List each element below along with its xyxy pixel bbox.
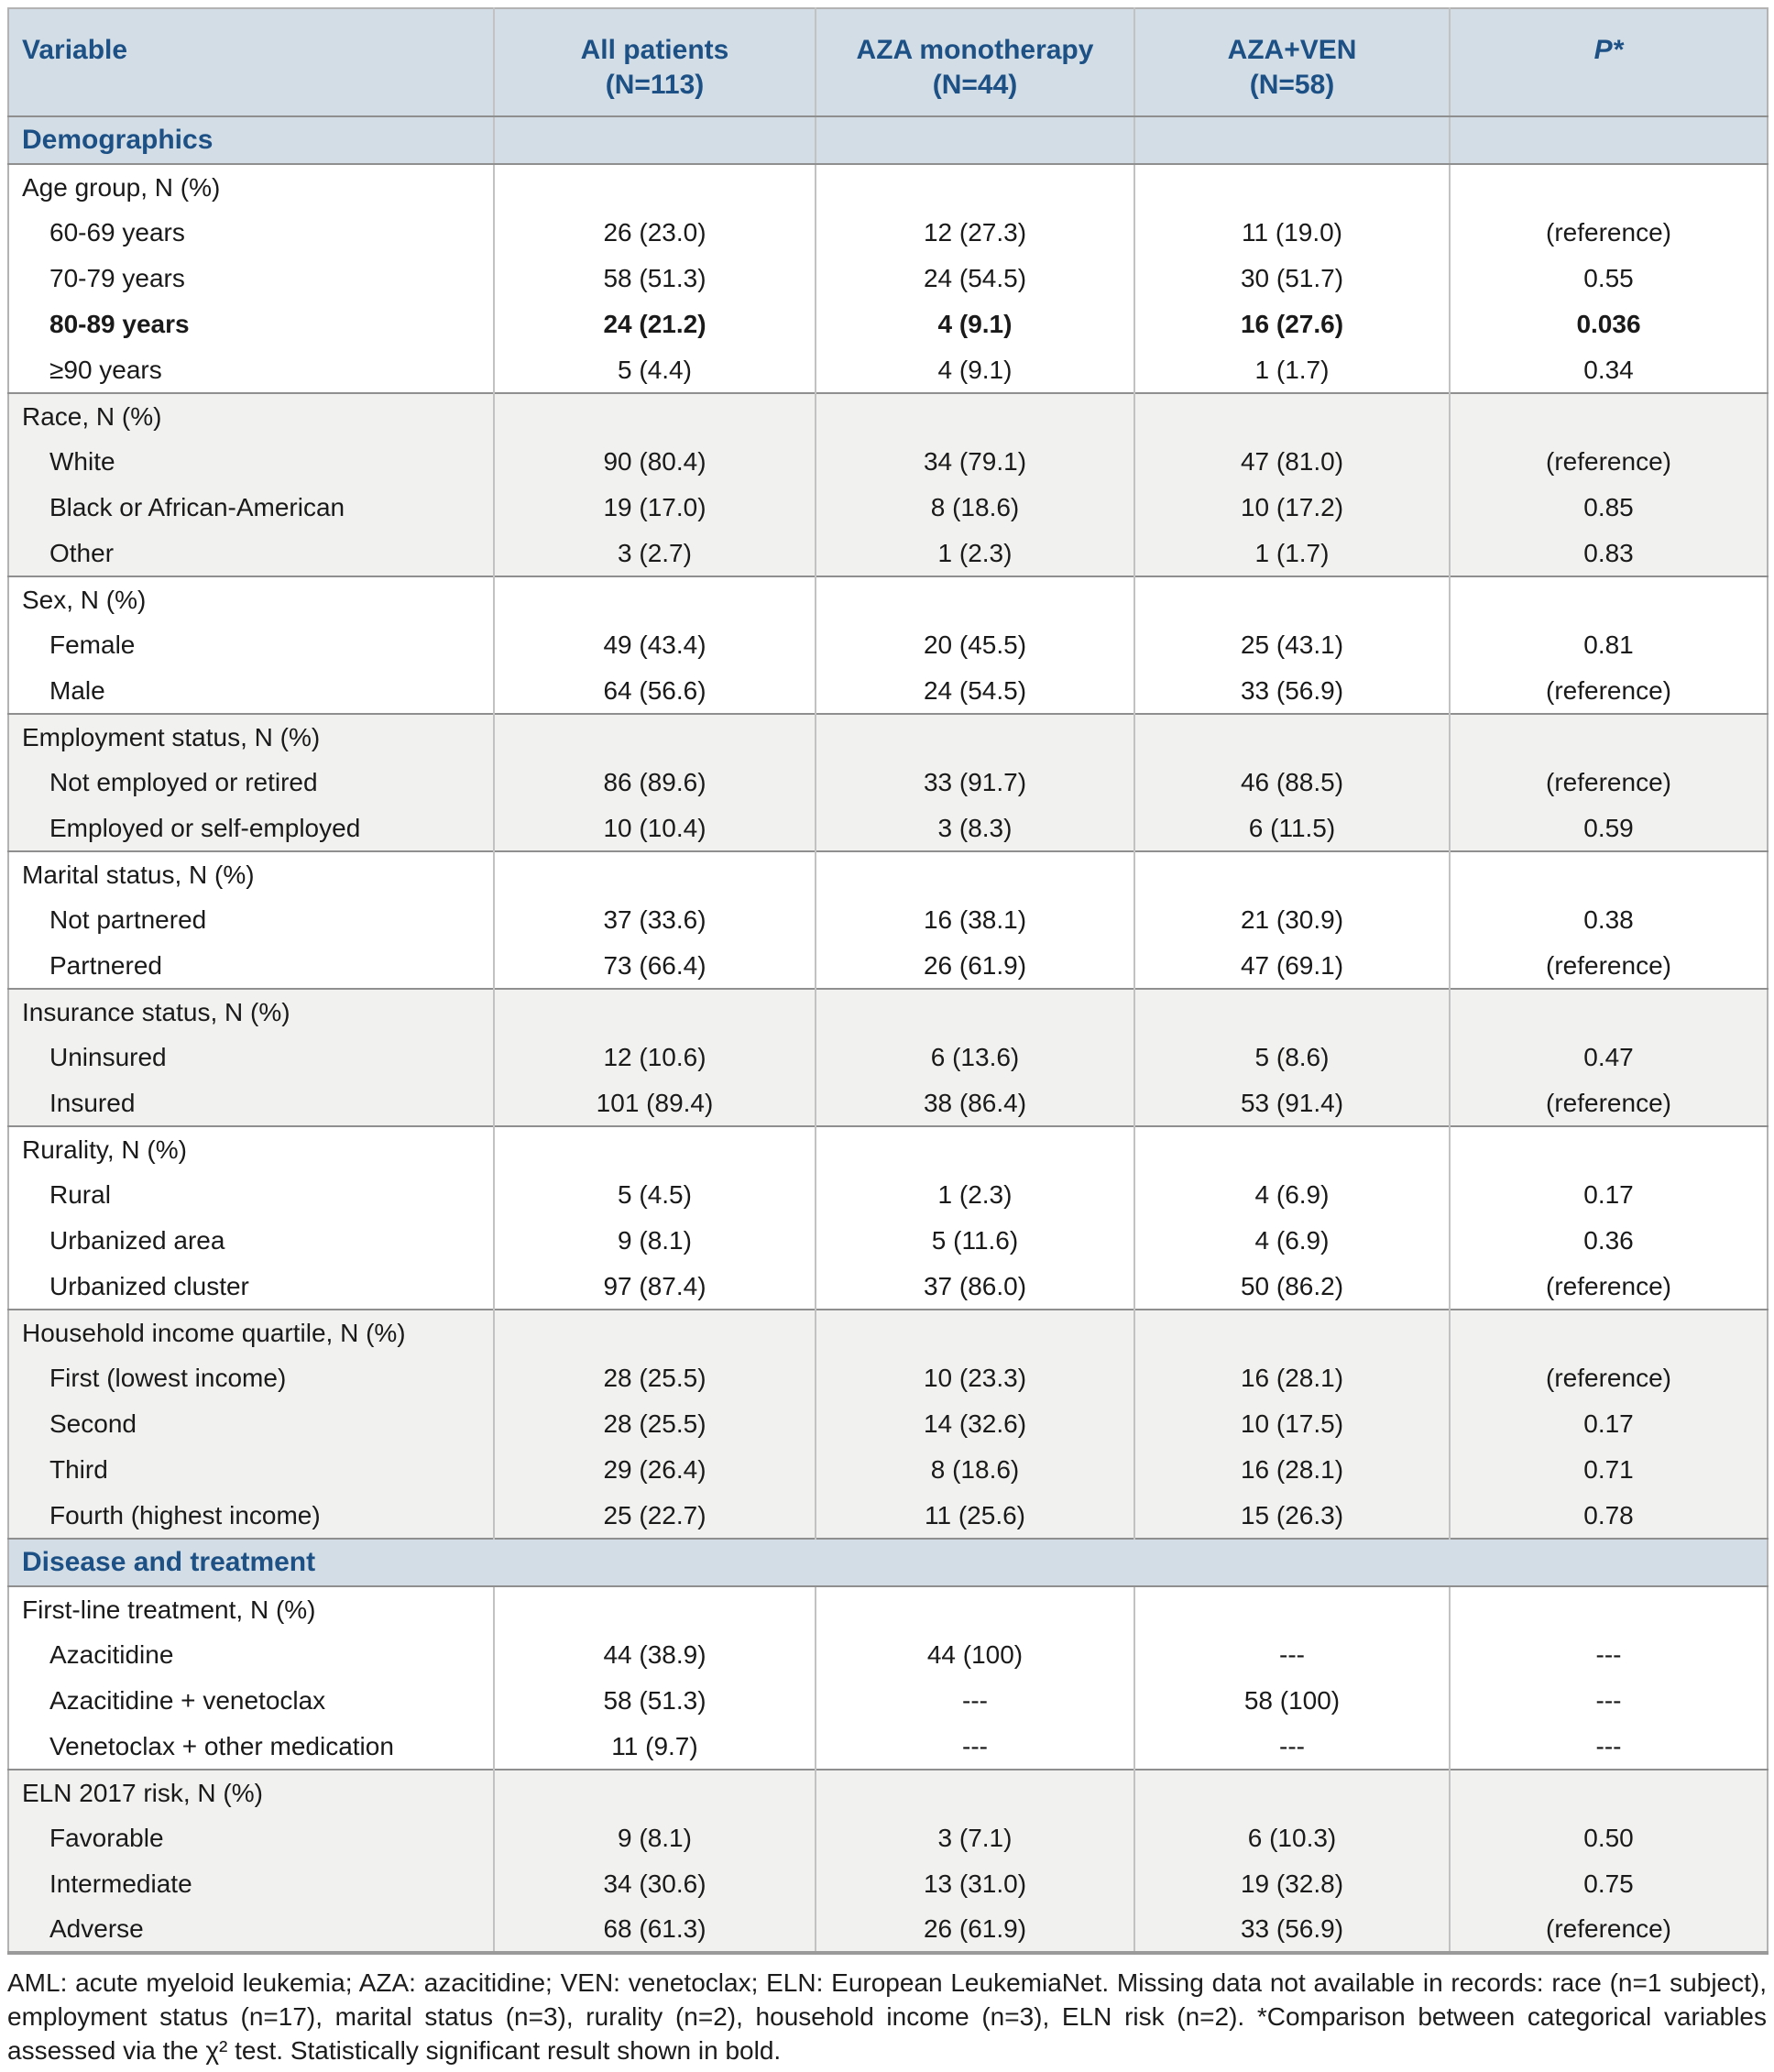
table-row bbox=[8, 1355, 1768, 1401]
empty-cell bbox=[1450, 1586, 1768, 1632]
cell-value: 0.17 bbox=[1450, 1401, 1768, 1447]
cell-value: 58 (100) bbox=[1134, 1678, 1450, 1724]
empty-cell bbox=[816, 1586, 1134, 1632]
cell-value: 34 (30.6) bbox=[494, 1861, 816, 1907]
empty-cell bbox=[494, 393, 816, 439]
table-row bbox=[8, 1218, 1768, 1264]
cell-value: 16 (27.6) bbox=[1134, 301, 1450, 347]
section-band-cell bbox=[494, 116, 816, 164]
empty-cell bbox=[1134, 1770, 1450, 1815]
cell-value: 0.83 bbox=[1450, 531, 1768, 576]
row-label: White bbox=[8, 439, 494, 485]
cell-value: 0.34 bbox=[1450, 347, 1768, 393]
cell-value: 1 (1.7) bbox=[1134, 531, 1450, 576]
empty-cell bbox=[1450, 714, 1768, 760]
variable-group-row bbox=[8, 393, 1768, 439]
table-row bbox=[8, 1632, 1768, 1678]
empty-cell bbox=[494, 714, 816, 760]
empty-cell bbox=[1450, 1770, 1768, 1815]
cell-value: --- bbox=[1134, 1724, 1450, 1770]
cell-value: 0.36 bbox=[1450, 1218, 1768, 1264]
column-header-label: All patients bbox=[580, 35, 729, 65]
cell-value: 13 (31.0) bbox=[816, 1861, 1134, 1907]
empty-cell bbox=[1134, 989, 1450, 1035]
variable-group-row bbox=[8, 164, 1768, 210]
column-header-variable bbox=[8, 8, 494, 116]
row-label: 60-69 years bbox=[8, 210, 494, 256]
empty-cell bbox=[494, 164, 816, 210]
table-row bbox=[8, 1724, 1768, 1770]
variable-group-label: First-line treatment, N (%) bbox=[8, 1586, 494, 1632]
cell-value: 29 (26.4) bbox=[494, 1447, 816, 1493]
cell-value: 26 (23.0) bbox=[494, 210, 816, 256]
section-band-row bbox=[8, 116, 1768, 164]
section-band-cell bbox=[1134, 116, 1450, 164]
column-header-p-value bbox=[1450, 8, 1768, 116]
row-label: Second bbox=[8, 1401, 494, 1447]
cell-value: 0.47 bbox=[1450, 1035, 1768, 1080]
empty-cell bbox=[1134, 1310, 1450, 1355]
table-footnote: AML: acute myeloid leukemia; AZA: azacitidine; VEN: venetoclax; ELN: European LeukemiaNet. Missing data not available in records: race (n=1 subject), employment status (n=17), marital status (n=3), rurality (n=2), household income (n=3), ELN risk (n=2). *Comparison between categorical variables assessed via the χ² test. Statistically significant result shown in bold. bbox=[7, 1968, 1767, 2065]
cell-value: 33 (91.7) bbox=[816, 760, 1134, 806]
cell-value: 47 (69.1) bbox=[1134, 943, 1450, 989]
cell-value: (reference) bbox=[1450, 1355, 1768, 1401]
variable-group-row bbox=[8, 1126, 1768, 1172]
cell-value: 26 (61.9) bbox=[816, 943, 1134, 989]
variable-group-label: Race, N (%) bbox=[8, 393, 494, 439]
table-row bbox=[8, 1447, 1768, 1493]
table-row bbox=[8, 1907, 1768, 1953]
column-header-all-patients bbox=[494, 8, 816, 116]
empty-cell bbox=[1450, 393, 1768, 439]
cell-value: 46 (88.5) bbox=[1134, 760, 1450, 806]
variable-group-row bbox=[8, 989, 1768, 1035]
row-label: Employed or self-employed bbox=[8, 806, 494, 851]
cell-value: (reference) bbox=[1450, 439, 1768, 485]
row-label: Azacitidine + venetoclax bbox=[8, 1678, 494, 1724]
empty-cell bbox=[494, 1770, 816, 1815]
cell-value: 37 (33.6) bbox=[494, 897, 816, 943]
row-label: 70-79 years bbox=[8, 256, 494, 301]
row-label: Not employed or retired bbox=[8, 760, 494, 806]
table-row bbox=[8, 668, 1768, 714]
column-header-aza-ven bbox=[1134, 8, 1450, 116]
variable-group-row bbox=[8, 714, 1768, 760]
row-label: Partnered bbox=[8, 943, 494, 989]
cell-value: 10 (10.4) bbox=[494, 806, 816, 851]
row-label: Urbanized area bbox=[8, 1218, 494, 1264]
table-row bbox=[8, 1815, 1768, 1861]
cell-value: 9 (8.1) bbox=[494, 1218, 816, 1264]
cell-value: (reference) bbox=[1450, 1264, 1768, 1310]
cell-value: 50 (86.2) bbox=[1134, 1264, 1450, 1310]
empty-cell bbox=[816, 1770, 1134, 1815]
table-row bbox=[8, 531, 1768, 576]
cell-value: 0.71 bbox=[1450, 1447, 1768, 1493]
table-row bbox=[8, 1172, 1768, 1218]
section-band-row bbox=[8, 1539, 1768, 1586]
cell-value: 24 (54.5) bbox=[816, 256, 1134, 301]
cell-value: 24 (21.2) bbox=[494, 301, 816, 347]
cell-value: 0.78 bbox=[1450, 1493, 1768, 1539]
cell-value: 38 (86.4) bbox=[816, 1080, 1134, 1126]
cell-value: 10 (23.3) bbox=[816, 1355, 1134, 1401]
cell-value: 0.85 bbox=[1450, 485, 1768, 531]
cell-value: 1 (2.3) bbox=[816, 1172, 1134, 1218]
cell-value: 33 (56.9) bbox=[1134, 1907, 1450, 1953]
cell-value: 58 (51.3) bbox=[494, 256, 816, 301]
cell-value: 6 (10.3) bbox=[1134, 1815, 1450, 1861]
cell-value: --- bbox=[1450, 1724, 1768, 1770]
cell-value: 11 (25.6) bbox=[816, 1493, 1134, 1539]
cell-value: 8 (18.6) bbox=[816, 1447, 1134, 1493]
row-label: Intermediate bbox=[8, 1861, 494, 1907]
empty-cell bbox=[816, 576, 1134, 622]
empty-cell bbox=[1450, 164, 1768, 210]
empty-cell bbox=[1134, 576, 1450, 622]
empty-cell bbox=[1450, 851, 1768, 897]
table-row bbox=[8, 439, 1768, 485]
cell-value: 12 (27.3) bbox=[816, 210, 1134, 256]
cell-value: 19 (17.0) bbox=[494, 485, 816, 531]
table-row bbox=[8, 1080, 1768, 1126]
cell-value: 12 (10.6) bbox=[494, 1035, 816, 1080]
cell-value: 4 (9.1) bbox=[816, 301, 1134, 347]
cell-value: 14 (32.6) bbox=[816, 1401, 1134, 1447]
empty-cell bbox=[494, 1586, 816, 1632]
row-label: Adverse bbox=[8, 1907, 494, 1953]
cell-value: 26 (61.9) bbox=[816, 1907, 1134, 1953]
empty-cell bbox=[1450, 1310, 1768, 1355]
table-row bbox=[8, 622, 1768, 668]
table-row bbox=[8, 1678, 1768, 1724]
cell-value: --- bbox=[1134, 1632, 1450, 1678]
cell-value: 3 (2.7) bbox=[494, 531, 816, 576]
table-row bbox=[8, 347, 1768, 393]
cell-value: 86 (89.6) bbox=[494, 760, 816, 806]
variable-group-row bbox=[8, 851, 1768, 897]
variable-group-label: Age group, N (%) bbox=[8, 164, 494, 210]
row-label: Female bbox=[8, 622, 494, 668]
empty-cell bbox=[1134, 393, 1450, 439]
cell-value: 5 (4.5) bbox=[494, 1172, 816, 1218]
table-row bbox=[8, 1035, 1768, 1080]
column-header-subtitle: (N=58) bbox=[1249, 70, 1335, 100]
empty-cell bbox=[816, 164, 1134, 210]
cell-value: 0.75 bbox=[1450, 1861, 1768, 1907]
cell-value: (reference) bbox=[1450, 668, 1768, 714]
cell-value: 0.59 bbox=[1450, 806, 1768, 851]
row-label: Uninsured bbox=[8, 1035, 494, 1080]
cell-value: 10 (17.5) bbox=[1134, 1401, 1450, 1447]
empty-cell bbox=[494, 1310, 816, 1355]
table-row bbox=[8, 210, 1768, 256]
cell-value: 33 (56.9) bbox=[1134, 668, 1450, 714]
row-label: Urbanized cluster bbox=[8, 1264, 494, 1310]
empty-cell bbox=[1134, 1126, 1450, 1172]
column-header-label: Variable bbox=[22, 35, 128, 65]
cell-value: 15 (26.3) bbox=[1134, 1493, 1450, 1539]
empty-cell bbox=[1134, 851, 1450, 897]
cell-value: 28 (25.5) bbox=[494, 1355, 816, 1401]
empty-cell bbox=[816, 1310, 1134, 1355]
cell-value: 0.50 bbox=[1450, 1815, 1768, 1861]
cell-value: 20 (45.5) bbox=[816, 622, 1134, 668]
row-label: Fourth (highest income) bbox=[8, 1493, 494, 1539]
cell-value: 97 (87.4) bbox=[494, 1264, 816, 1310]
row-label: Male bbox=[8, 668, 494, 714]
cell-value: 44 (38.9) bbox=[494, 1632, 816, 1678]
cell-value: 9 (8.1) bbox=[494, 1815, 816, 1861]
cell-value: 53 (91.4) bbox=[1134, 1080, 1450, 1126]
cell-value: 25 (22.7) bbox=[494, 1493, 816, 1539]
cell-value: 16 (38.1) bbox=[816, 897, 1134, 943]
cell-value: 0.036 bbox=[1450, 301, 1768, 347]
empty-cell bbox=[494, 989, 816, 1035]
row-label: Venetoclax + other medication bbox=[8, 1724, 494, 1770]
cell-value: 21 (30.9) bbox=[1134, 897, 1450, 943]
cell-value: 1 (2.3) bbox=[816, 531, 1134, 576]
empty-cell bbox=[494, 576, 816, 622]
empty-cell bbox=[1134, 714, 1450, 760]
cell-value: 8 (18.6) bbox=[816, 485, 1134, 531]
empty-cell bbox=[1134, 164, 1450, 210]
cell-value: 90 (80.4) bbox=[494, 439, 816, 485]
cell-value: 44 (100) bbox=[816, 1632, 1134, 1678]
variable-group-row bbox=[8, 1586, 1768, 1632]
cell-value: 6 (13.6) bbox=[816, 1035, 1134, 1080]
empty-cell bbox=[494, 1126, 816, 1172]
cell-value: 16 (28.1) bbox=[1134, 1355, 1450, 1401]
variable-group-row bbox=[8, 576, 1768, 622]
cell-value: --- bbox=[816, 1724, 1134, 1770]
section-band-cell bbox=[1450, 116, 1768, 164]
cell-value: 19 (32.8) bbox=[1134, 1861, 1450, 1907]
cell-value: (reference) bbox=[1450, 210, 1768, 256]
column-header-aza-monotherapy bbox=[816, 8, 1134, 116]
cell-value: 4 (6.9) bbox=[1134, 1218, 1450, 1264]
header-row bbox=[8, 8, 1768, 116]
cell-value: 5 (4.4) bbox=[494, 347, 816, 393]
row-label: First (lowest income) bbox=[8, 1355, 494, 1401]
cell-value: --- bbox=[1450, 1678, 1768, 1724]
row-label: Rural bbox=[8, 1172, 494, 1218]
cell-value: 49 (43.4) bbox=[494, 622, 816, 668]
table-row bbox=[8, 943, 1768, 989]
section-band-cell bbox=[816, 116, 1134, 164]
variable-group-row bbox=[8, 1770, 1768, 1815]
patient-characteristics-table bbox=[7, 7, 1769, 1955]
cell-value: 58 (51.3) bbox=[494, 1678, 816, 1724]
cell-value: 34 (79.1) bbox=[816, 439, 1134, 485]
table-row bbox=[8, 806, 1768, 851]
empty-cell bbox=[1450, 1126, 1768, 1172]
row-label: Favorable bbox=[8, 1815, 494, 1861]
cell-value: (reference) bbox=[1450, 1907, 1768, 1953]
cell-value: (reference) bbox=[1450, 760, 1768, 806]
cell-value: 0.17 bbox=[1450, 1172, 1768, 1218]
cell-value: 11 (19.0) bbox=[1134, 210, 1450, 256]
variable-group-label: Household income quartile, N (%) bbox=[8, 1310, 494, 1355]
empty-cell bbox=[816, 989, 1134, 1035]
cell-value: 4 (6.9) bbox=[1134, 1172, 1450, 1218]
table-row bbox=[8, 760, 1768, 806]
empty-cell bbox=[1450, 576, 1768, 622]
cell-value: 73 (66.4) bbox=[494, 943, 816, 989]
row-label: ≥90 years bbox=[8, 347, 494, 393]
cell-value: 1 (1.7) bbox=[1134, 347, 1450, 393]
cell-value: 47 (81.0) bbox=[1134, 439, 1450, 485]
variable-group-row bbox=[8, 1310, 1768, 1355]
table-row bbox=[8, 1861, 1768, 1907]
variable-group-label: Rurality, N (%) bbox=[8, 1126, 494, 1172]
row-label: Other bbox=[8, 531, 494, 576]
empty-cell bbox=[816, 851, 1134, 897]
table-row bbox=[8, 301, 1768, 347]
cell-value: (reference) bbox=[1450, 943, 1768, 989]
row-label: Azacitidine bbox=[8, 1632, 494, 1678]
column-header-label: AZA+VEN bbox=[1227, 35, 1357, 65]
cell-value: 30 (51.7) bbox=[1134, 256, 1450, 301]
cell-value: 64 (56.6) bbox=[494, 668, 816, 714]
column-header-subtitle: (N=113) bbox=[605, 70, 705, 100]
table-row bbox=[8, 897, 1768, 943]
cell-value: 28 (25.5) bbox=[494, 1401, 816, 1447]
table-row bbox=[8, 1493, 1768, 1539]
cell-value: 0.55 bbox=[1450, 256, 1768, 301]
row-label: Insured bbox=[8, 1080, 494, 1126]
row-label: Third bbox=[8, 1447, 494, 1493]
empty-cell bbox=[1134, 1586, 1450, 1632]
variable-group-label: ELN 2017 risk, N (%) bbox=[8, 1770, 494, 1815]
cell-value: 3 (7.1) bbox=[816, 1815, 1134, 1861]
variable-group-label: Employment status, N (%) bbox=[8, 714, 494, 760]
cell-value: --- bbox=[816, 1678, 1134, 1724]
table-row bbox=[8, 1401, 1768, 1447]
section-band-label: Demographics bbox=[8, 116, 494, 164]
column-header-label: P* bbox=[1593, 35, 1624, 65]
table-header bbox=[8, 8, 1768, 116]
cell-value: (reference) bbox=[1450, 1080, 1768, 1126]
cell-value: --- bbox=[1450, 1632, 1768, 1678]
row-label: 80-89 years bbox=[8, 301, 494, 347]
cell-value: 11 (9.7) bbox=[494, 1724, 816, 1770]
empty-cell bbox=[494, 851, 816, 897]
table-row bbox=[8, 256, 1768, 301]
cell-value: 25 (43.1) bbox=[1134, 622, 1450, 668]
cell-value: 37 (86.0) bbox=[816, 1264, 1134, 1310]
cell-value: 0.81 bbox=[1450, 622, 1768, 668]
row-label: Not partnered bbox=[8, 897, 494, 943]
cell-value: 5 (11.6) bbox=[816, 1218, 1134, 1264]
section-band-label: Disease and treatment bbox=[8, 1539, 1768, 1586]
cell-value: 24 (54.5) bbox=[816, 668, 1134, 714]
cell-value: 68 (61.3) bbox=[494, 1907, 816, 1953]
column-header-subtitle: (N=44) bbox=[932, 70, 1018, 100]
empty-cell bbox=[816, 393, 1134, 439]
empty-cell bbox=[816, 1126, 1134, 1172]
empty-cell bbox=[1450, 989, 1768, 1035]
empty-cell bbox=[816, 714, 1134, 760]
cell-value: 0.38 bbox=[1450, 897, 1768, 943]
variable-group-label: Marital status, N (%) bbox=[8, 851, 494, 897]
variable-group-label: Insurance status, N (%) bbox=[8, 989, 494, 1035]
cell-value: 4 (9.1) bbox=[816, 347, 1134, 393]
column-header-label: AZA monotherapy bbox=[856, 35, 1094, 65]
row-label: Black or African-American bbox=[8, 485, 494, 531]
table-row bbox=[8, 485, 1768, 531]
cell-value: 101 (89.4) bbox=[494, 1080, 816, 1126]
cell-value: 6 (11.5) bbox=[1134, 806, 1450, 851]
variable-group-label: Sex, N (%) bbox=[8, 576, 494, 622]
cell-value: 16 (28.1) bbox=[1134, 1447, 1450, 1493]
table-body bbox=[8, 116, 1768, 1953]
cell-value: 5 (8.6) bbox=[1134, 1035, 1450, 1080]
cell-value: 3 (8.3) bbox=[816, 806, 1134, 851]
table-row bbox=[8, 1264, 1768, 1310]
cell-value: 10 (17.2) bbox=[1134, 485, 1450, 531]
